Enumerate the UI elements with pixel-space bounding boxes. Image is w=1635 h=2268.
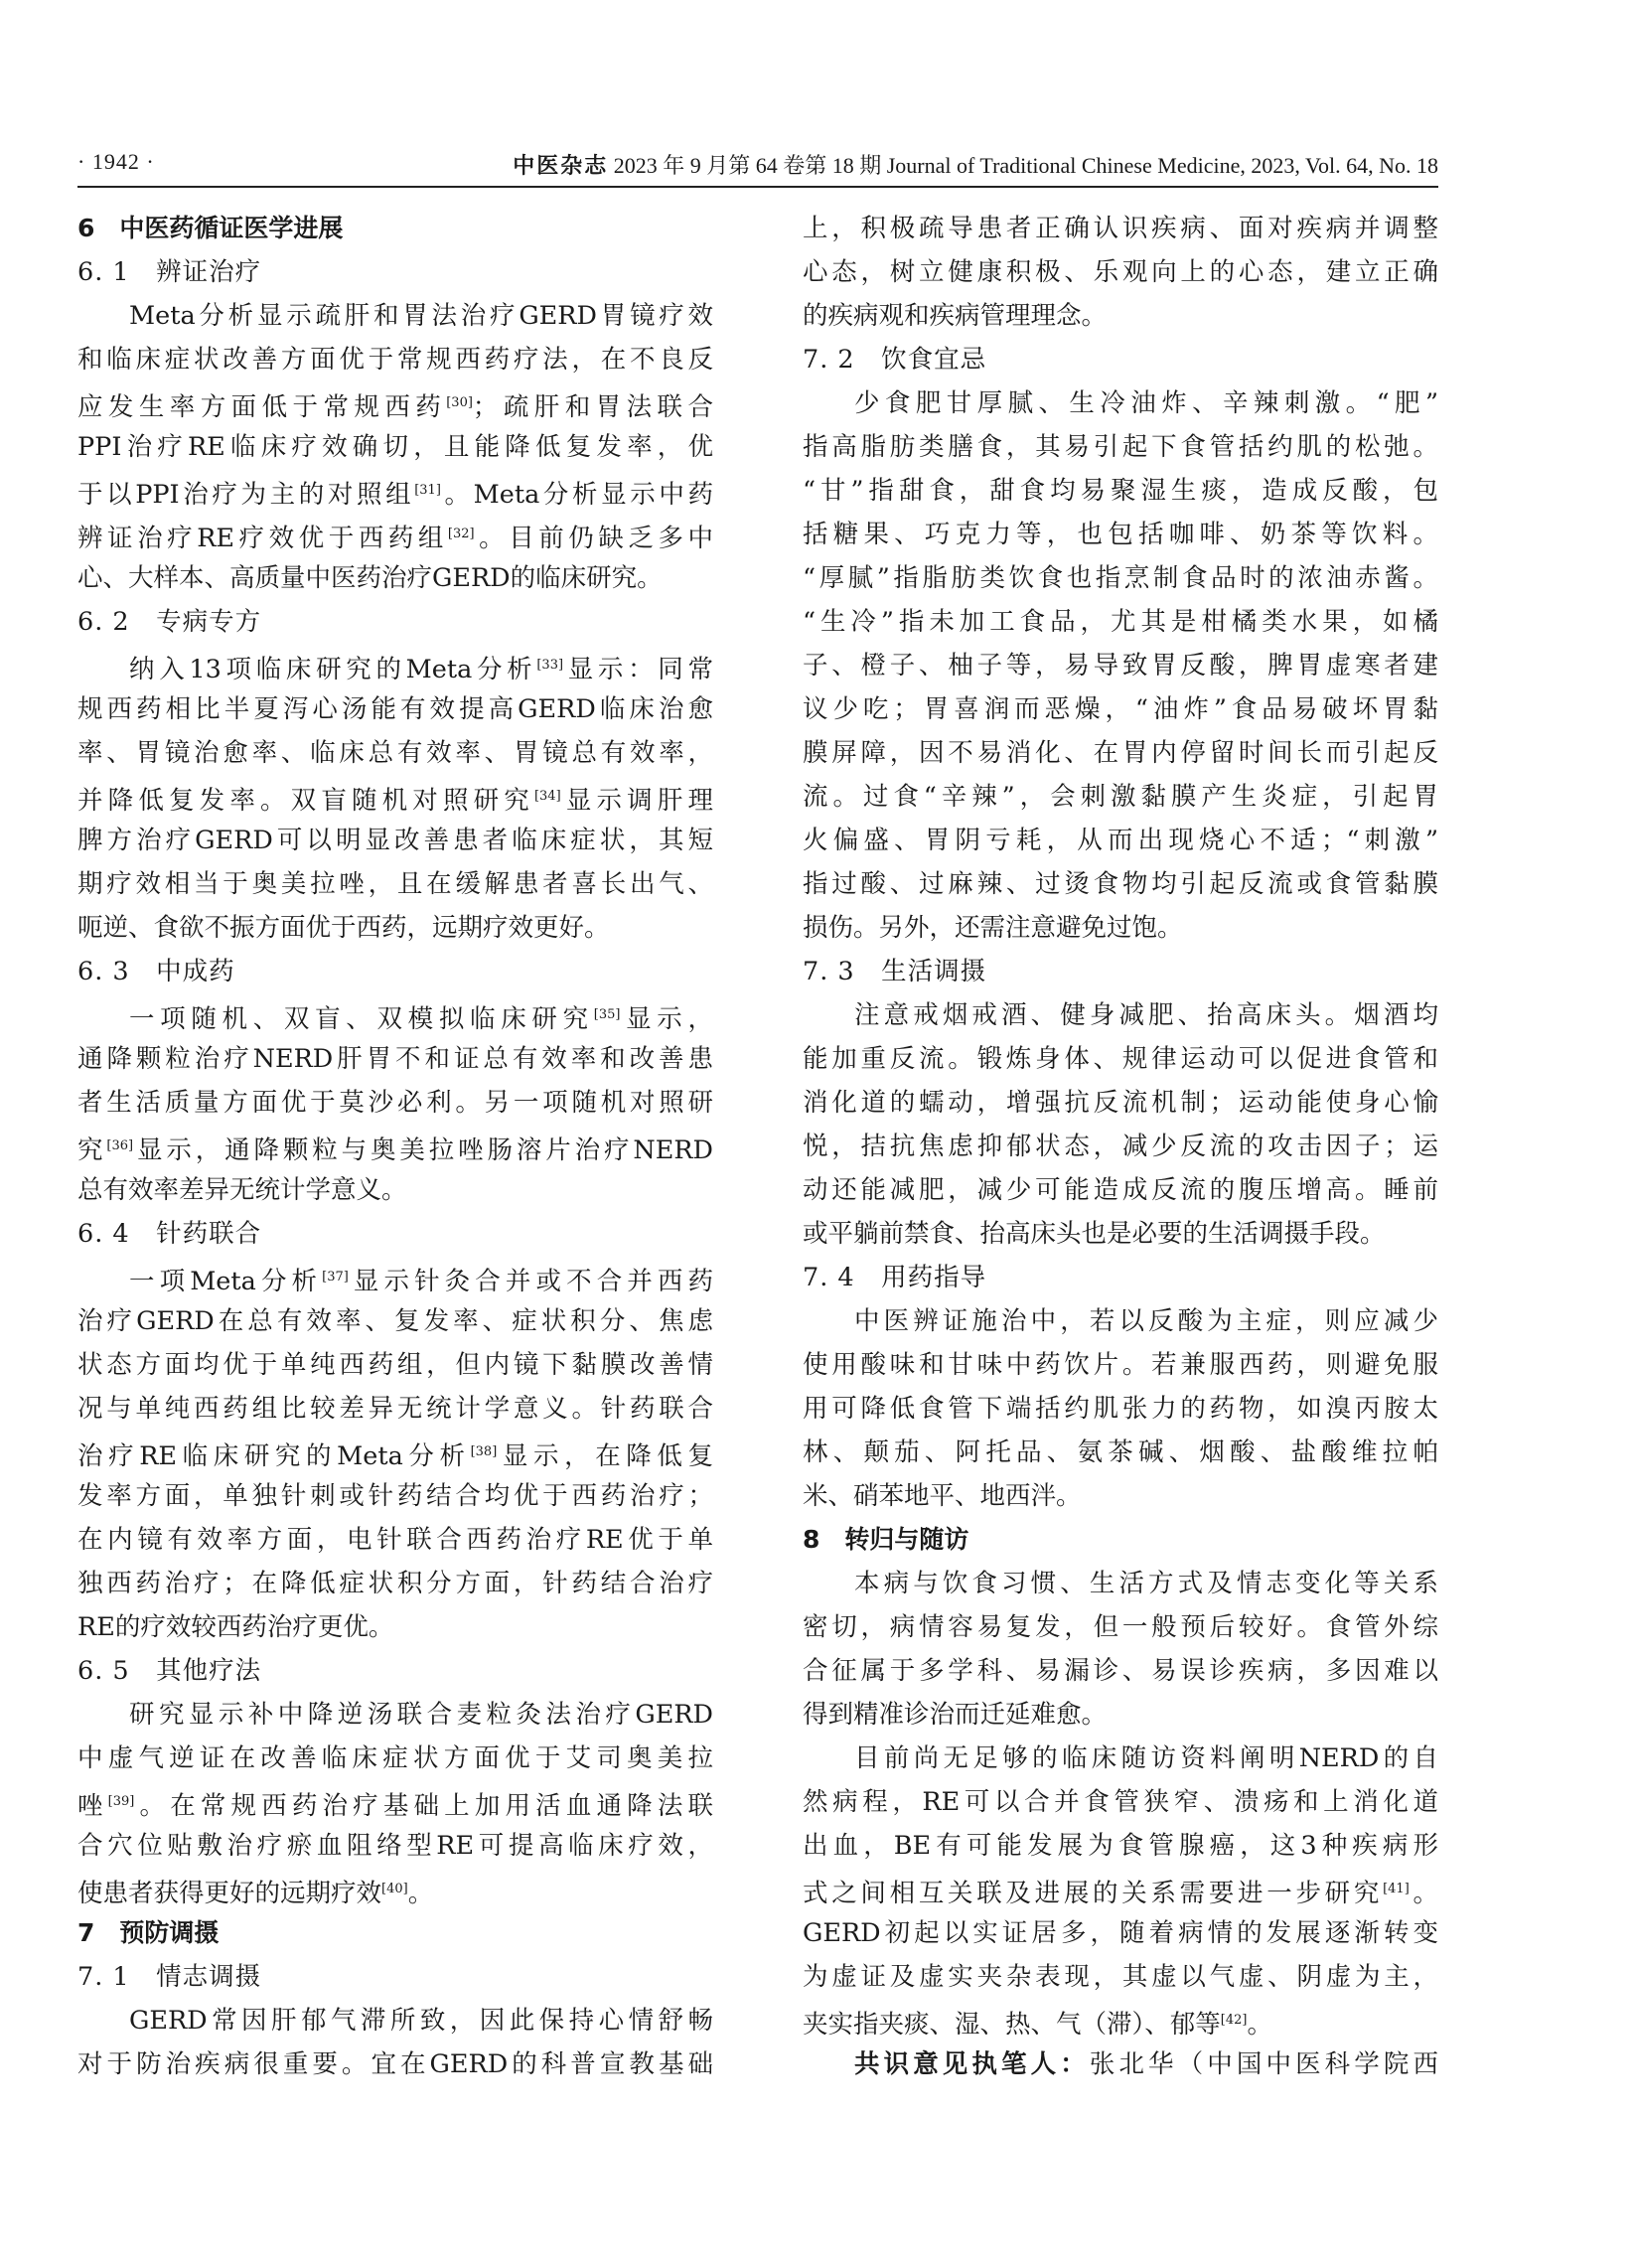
line-text: 7. 1 情志调摄 <box>77 1962 262 1992</box>
line-text-cont: 。 <box>1247 2010 1272 2040</box>
line-text-cont: 显示， <box>620 1004 713 1034</box>
text-line <box>803 1299 1438 1343</box>
line-text: 呃逆、食欲不振方面优于西药，远期疗效更好。 <box>77 913 610 943</box>
citation-ref: [42] <box>1220 2013 1248 2028</box>
text-line <box>803 1343 1438 1387</box>
line-text: 辨证治疗RE疗效优于西药组 <box>77 524 448 553</box>
running-header <box>77 141 1438 181</box>
line-text: 米、硝苯地平、地西泮。 <box>803 1481 1082 1511</box>
line-text: 脾方治疗GERD可以明显改善患者临床症状，其短 <box>77 826 713 855</box>
line-text: 治疗RE临床研究的Meta分析 <box>77 1441 471 1471</box>
text-line <box>803 1562 1438 1605</box>
line-text-cont: 显示：同常 <box>563 655 713 684</box>
text-line <box>803 1868 1438 1911</box>
line-text: “厚腻”指脂肪类饮食也指烹制食品时的浓油赤酱。 <box>803 563 1438 593</box>
line-text: 议少吃；胃喜润而恶燥，“油炸”食品易破坏胃黏 <box>803 694 1438 724</box>
citation-ref: [31] <box>414 483 441 498</box>
line-text-cont: 。目前仍缺乏多中 <box>474 524 713 553</box>
text-line <box>77 425 713 469</box>
line-text: 在内镜有效率方面，电针联合西药治疗RE优于单 <box>77 1525 713 1555</box>
citation-ref: [30] <box>446 395 473 410</box>
section-heading <box>803 1518 1438 1562</box>
text-line <box>77 731 713 775</box>
line-text: 纳入13项临床研究的Meta分析 <box>129 655 537 684</box>
text-line <box>803 731 1438 775</box>
line-text: 夹实指夹痰、湿、热、气（滞）、郁等 <box>803 2010 1221 2040</box>
line-text: 况与单纯西药组比较差异无统计学意义。针药联合 <box>77 1394 713 1424</box>
line-text: 7. 3 生活调摄 <box>803 957 987 986</box>
text-line <box>77 1518 713 1562</box>
text-line <box>803 1649 1438 1693</box>
text-line <box>77 819 713 862</box>
text-line <box>803 381 1438 425</box>
citation-ref: [37] <box>322 1270 349 1285</box>
line-text: 少食肥甘厚腻、生冷油炸、辛辣刺激。“肥” <box>854 388 1438 418</box>
text-line <box>77 1780 713 1824</box>
line-text: 消化道的蠕动，增强抗反流机制；运动能使身心愉 <box>803 1088 1438 1118</box>
text-line <box>803 1824 1438 1868</box>
citation-ref: [36] <box>106 1138 134 1153</box>
line-text: 期疗效相当于奥美拉唑，且在缓解患者喜长出气、 <box>77 869 713 899</box>
line-text: 治疗GERD在总有效率、复发率、症状积分、焦虑 <box>77 1306 713 1336</box>
citation-ref: [33] <box>536 658 564 673</box>
line-text: 者生活质量方面优于莫沙必利。另一项随机对照研 <box>77 1088 713 1118</box>
line-text: 发率方面，单独针刺或针药结合均优于西药治疗； <box>77 1481 713 1511</box>
line-text: 悦，拮抗焦虑抑郁状态，减少反流的攻击因子；运 <box>803 1132 1438 1161</box>
line-text: 为虚证及虚实夹杂表现，其虚以气虚、阴虚为主， <box>803 1962 1438 1992</box>
text-line <box>77 1125 713 1168</box>
text-line <box>803 294 1438 338</box>
citation-ref: [39] <box>107 1794 135 1809</box>
header-rule <box>77 186 1438 188</box>
line-text: Meta分析显示疏肝和胃法治疗GERD胃镜疗效 <box>129 301 713 331</box>
text-line <box>803 819 1438 862</box>
line-text-cont: ；疏肝和胃法联合 <box>472 392 713 422</box>
line-text: 流。过食“辛辣”，会刺激黏膜产生炎症，引起胃 <box>803 782 1438 812</box>
line-text-cont: 显示调肝理 <box>560 786 713 816</box>
text-line <box>803 1693 1438 1737</box>
text-line <box>803 1431 1438 1474</box>
journal-name: 中医杂志 <box>513 153 609 178</box>
text-line <box>77 294 713 338</box>
text-line <box>803 687 1438 731</box>
line-text-cont: 显示针灸合并或不合并西药 <box>348 1267 713 1296</box>
line-text: 中虚气逆证在改善临床症状方面优于艾司奥美拉 <box>77 1743 713 1773</box>
text-line <box>77 1868 713 1911</box>
line-text: 能加重反流。锻炼身体、规律运动可以促进食管和 <box>803 1044 1438 1074</box>
line-text-cont: 显示，通降颗粒与奥美拉唑肠溶片治疗NERD <box>133 1135 713 1165</box>
line-text: “生冷”指未加工食品，尤其是柑橘类水果，如橘 <box>803 607 1438 637</box>
text-line <box>77 993 713 1037</box>
subsection-heading <box>803 950 1438 993</box>
line-text: 张北华（中国中医科学院西 <box>1089 2049 1438 2079</box>
text-line <box>77 1037 713 1081</box>
text-line <box>803 1168 1438 1212</box>
citation-ref: [40] <box>381 1882 408 1896</box>
line-text: 使用酸味和甘味中药饮片。若兼服西药，则避免服 <box>803 1350 1438 1380</box>
line-text: 应发生率方面低于常规西药 <box>77 392 447 422</box>
line-text: 膜屏障，因不易消化、在胃内停留时间长而引起反 <box>803 738 1438 768</box>
text-line <box>77 469 713 513</box>
line-text: 6. 4 针药联合 <box>77 1219 262 1249</box>
line-text: 7 预防调摄 <box>77 1918 220 1947</box>
subsection-heading <box>77 1649 713 1693</box>
text-line <box>803 2042 1438 2086</box>
section-heading <box>77 207 713 250</box>
line-text: 一项Meta分析 <box>129 1267 323 1296</box>
text-line <box>77 687 713 731</box>
line-text: 率、胃镜治愈率、临床总有效率、胃镜总有效率， <box>77 738 713 768</box>
text-line <box>803 775 1438 819</box>
subsection-heading <box>77 250 713 294</box>
line-text: 总有效率差异无统计学意义。 <box>77 1175 407 1205</box>
section-heading <box>77 1911 713 1955</box>
line-text-cont: 。 <box>407 1879 434 1908</box>
line-text: 合穴位贴敷治疗瘀血阻络型RE可提高临床疗效， <box>77 1831 713 1861</box>
line-text: 用可降低食管下端括约肌张力的药物，如溴丙胺太 <box>803 1394 1438 1424</box>
text-line <box>77 1737 713 1780</box>
line-text: 7. 2 饮食宜忌 <box>803 345 987 375</box>
line-text: 然病程，RE可以合并食管狭窄、溃疡和上消化道 <box>803 1787 1438 1817</box>
text-line <box>803 207 1438 250</box>
text-line <box>77 1605 713 1649</box>
line-text-cont: 显示，在降低复 <box>497 1441 713 1471</box>
line-text: 上，积极疏导患者正确认识疾病、面对疾病并调整 <box>803 214 1438 243</box>
text-line <box>803 1474 1438 1518</box>
line-text: 于以PPI治疗为主的对照组 <box>77 480 415 510</box>
text-line <box>77 1693 713 1737</box>
line-text: 并降低复发率。双盲随机对照研究 <box>77 786 534 816</box>
subsection-heading <box>77 1212 713 1256</box>
line-text: 或平躺前禁食、抬高床头也是必要的生活调摄手段。 <box>803 1219 1386 1249</box>
text-line <box>803 425 1438 469</box>
text-line <box>803 1999 1438 2042</box>
line-text: RE的疗效较西药治疗更优。 <box>77 1612 394 1642</box>
line-text: 状态方面均优于单纯西药组，但内镜下黏膜改善情 <box>77 1350 713 1380</box>
line-text: 6. 2 专病专方 <box>77 607 262 637</box>
text-line <box>77 644 713 687</box>
line-text: 式之间相互关联及进展的关系需要进一步研究 <box>803 1879 1384 1908</box>
line-text: 动还能减肥，减少可能造成反流的腹压增高。睡前 <box>803 1175 1438 1205</box>
line-text: 7. 4 用药指导 <box>803 1263 987 1292</box>
text-line <box>77 1824 713 1868</box>
line-text: 6. 1 辨证治疗 <box>77 257 262 287</box>
page-number: · 1942 · <box>77 149 155 174</box>
line-text: 研究显示补中降逆汤联合麦粒灸法治疗GERD <box>129 1700 713 1730</box>
text-line <box>77 556 713 600</box>
citation-ref: [35] <box>593 1007 621 1022</box>
subsection-heading <box>77 600 713 644</box>
line-text: 中医辨证施治中，若以反酸为主症，则应减少 <box>854 1306 1438 1336</box>
citation-ref: [32] <box>447 527 475 541</box>
text-line <box>803 513 1438 556</box>
line-text: 和临床症状改善方面优于常规西药疗法，在不良反 <box>77 345 713 375</box>
text-line <box>77 1256 713 1299</box>
text-line <box>803 906 1438 950</box>
line-text-cont: 。 <box>1409 1879 1438 1908</box>
line-text: “甘”指甜食，甜食均易聚湿生痰，造成反酸，包 <box>803 476 1438 506</box>
text-line <box>803 469 1438 513</box>
line-text-cont: 。在常规西药治疗基础上加用活血通降法联 <box>134 1791 713 1821</box>
text-line <box>77 862 713 906</box>
text-line <box>77 1168 713 1212</box>
text-line <box>803 1212 1438 1256</box>
text-line <box>803 644 1438 687</box>
text-line <box>803 1037 1438 1081</box>
text-line <box>803 1081 1438 1125</box>
line-text: GERD常因肝郁气滞所致，因此保持心情舒畅 <box>129 2006 713 2036</box>
text-line <box>77 1343 713 1387</box>
subsection-heading <box>803 1256 1438 1299</box>
text-line <box>803 250 1438 294</box>
line-text: 心、大样本、高质量中医药治疗GERD的临床研究。 <box>77 563 663 593</box>
text-line <box>77 1431 713 1474</box>
text-line <box>803 1605 1438 1649</box>
citation-ref: [34] <box>533 789 561 804</box>
subsection-heading <box>77 950 713 993</box>
journal-issue-info: 2023 年 9 月第 64 卷第 18 期 Journal of Traditional Chinese Medicine, 2023, Vol. 64, No. 18 <box>608 153 1438 178</box>
line-text: 通降颗粒治疗NERD肝胃不和证总有效率和改善患 <box>77 1044 713 1074</box>
line-text: 6. 5 其他疗法 <box>77 1656 262 1686</box>
text-line <box>77 1562 713 1605</box>
line-text: 合征属于多学科、易漏诊、易误诊疾病，多因难以 <box>803 1656 1438 1686</box>
line-text: 括糖果、巧克力等，也包括咖啡、奶茶等饮料。 <box>803 520 1438 549</box>
text-line <box>77 2042 713 2086</box>
line-text: PPI治疗RE临床疗效确切，且能降低复发率，优 <box>77 432 713 462</box>
line-text: GERD初起以实证居多，随着病情的发展逐渐转变 <box>803 1918 1438 1948</box>
subsection-heading <box>77 1955 713 1999</box>
text-line <box>803 1737 1438 1780</box>
text-line <box>77 1474 713 1518</box>
line-text: 究 <box>77 1135 107 1165</box>
line-text: 一项随机、双盲、双模拟临床研究 <box>129 1004 594 1034</box>
subsection-heading <box>803 338 1438 381</box>
text-line <box>803 1955 1438 1999</box>
author-label: 共识意见执笔人： <box>854 2049 1090 2079</box>
text-line <box>803 1911 1438 1955</box>
text-line <box>77 381 713 425</box>
line-text: 子、橙子、柚子等，易导致胃反酸，脾胃虚寒者建 <box>803 651 1438 680</box>
text-line <box>77 775 713 819</box>
right-column <box>803 207 1438 2086</box>
line-text: 规西药相比半夏泻心汤能有效提高GERD临床治愈 <box>77 694 713 724</box>
left-column <box>77 207 713 2086</box>
journal-citation <box>513 149 1438 180</box>
text-line <box>803 556 1438 600</box>
citation-ref: [41] <box>1383 1882 1410 1896</box>
line-text-cont: 。Meta分析显示中药 <box>440 480 713 510</box>
citation-ref: [38] <box>470 1444 498 1459</box>
text-line <box>803 600 1438 644</box>
line-text: 对于防治疾病很重要。宜在GERD的科普宣教基础 <box>77 2049 713 2079</box>
line-text: 独西药治疗；在降低症状积分方面，针药结合治疗 <box>77 1569 713 1598</box>
text-line <box>803 862 1438 906</box>
line-text: 6. 3 中成药 <box>77 957 235 986</box>
text-line <box>803 1387 1438 1431</box>
line-text: 8 转归与随访 <box>803 1525 969 1554</box>
text-line <box>77 1387 713 1431</box>
line-text: 火偏盛、胃阴亏耗，从而出现烧心不适；“刺激” <box>803 826 1438 855</box>
text-line <box>77 1299 713 1343</box>
line-text: 得到精准诊治而迁延难愈。 <box>803 1700 1108 1730</box>
line-text: 林、颠茄、阿托品、氨茶碱、烟酸、盐酸维拉帕 <box>803 1437 1438 1467</box>
line-text: 密切，病情容易复发，但一般预后较好。食管外综 <box>803 1612 1438 1642</box>
line-text: 注意戒烟戒酒、健身减肥、抬高床头。烟酒均 <box>854 1000 1438 1030</box>
text-line <box>803 1780 1438 1824</box>
line-text: 的疾病观和疾病管理理念。 <box>803 301 1108 331</box>
line-text: 心态，树立健康积极、乐观向上的心态，建立正确 <box>803 257 1438 287</box>
text-line <box>77 513 713 556</box>
line-text: 指过酸、过麻辣、过烫食物均引起反流或食管黏膜 <box>803 869 1438 899</box>
line-text: 出血，BE有可能发展为食管腺癌，这3种疾病形 <box>803 1831 1438 1861</box>
text-line <box>77 906 713 950</box>
text-line <box>803 1125 1438 1168</box>
line-text: 6 中医药循证医学进展 <box>77 214 344 242</box>
text-line <box>77 1081 713 1125</box>
text-line <box>803 993 1438 1037</box>
line-text: 指高脂肪类膳食，其易引起下食管括约肌的松弛。 <box>803 432 1438 462</box>
line-text: 目前尚无足够的临床随访资料阐明NERD的自 <box>854 1743 1438 1773</box>
line-text: 唑 <box>77 1791 108 1821</box>
line-text: 本病与饮食习惯、生活方式及情志变化等关系 <box>854 1569 1438 1598</box>
text-line <box>77 1999 713 2042</box>
text-line <box>77 338 713 381</box>
line-text: 使患者获得更好的远期疗效 <box>77 1879 382 1908</box>
line-text: 损伤。另外，还需注意避免过饱。 <box>803 913 1183 943</box>
